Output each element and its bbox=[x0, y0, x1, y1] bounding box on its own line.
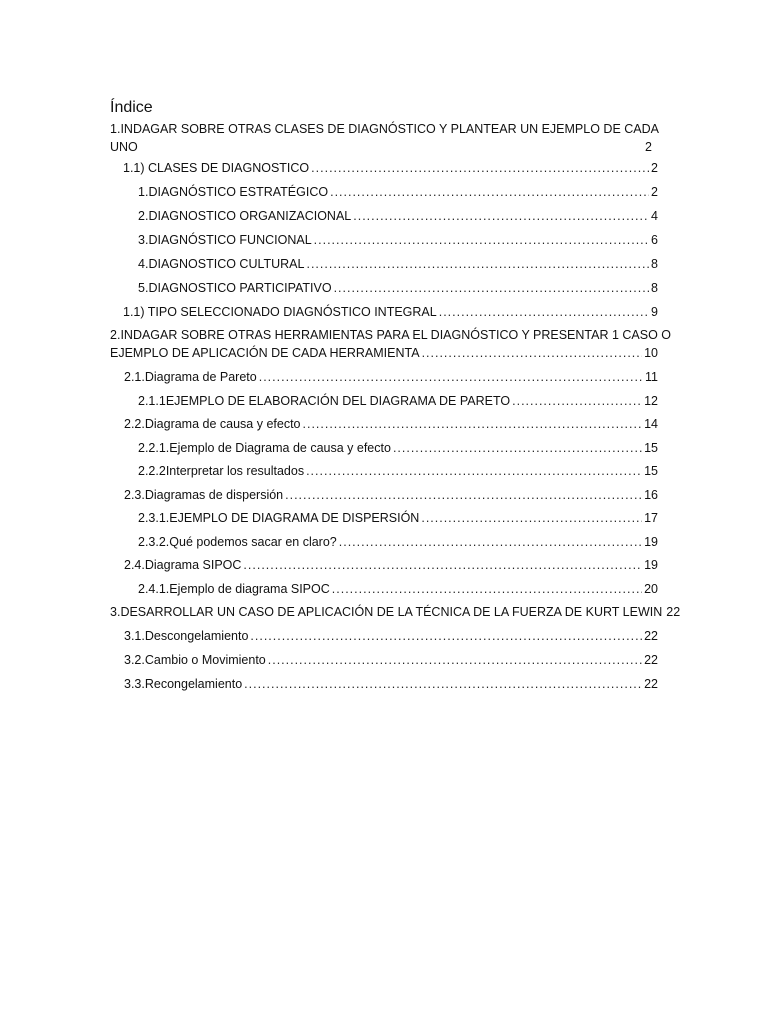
toc-entry-number: 1. bbox=[110, 122, 121, 136]
toc-entry-text-continued: EJEMPLO DE APLICACIÓN DE CADA HERRAMIENTA bbox=[110, 346, 420, 360]
toc-entry-3-3[interactable] bbox=[124, 676, 658, 693]
toc-entry-number: 2.2.2 bbox=[138, 464, 166, 478]
toc-entry-text: Cambio o Movimiento bbox=[144, 653, 266, 667]
toc-entry-page: 8 bbox=[651, 281, 658, 295]
toc-entry-number: 2.3.1. bbox=[138, 511, 170, 525]
toc-entry-number: 3.3. bbox=[124, 677, 145, 691]
toc-entry-page: 15 bbox=[644, 464, 658, 478]
toc-entry-page: 22 bbox=[644, 629, 658, 643]
toc-entry-number: 4. bbox=[138, 257, 149, 271]
toc-entry-2-4[interactable] bbox=[124, 557, 658, 574]
toc-leader-dots bbox=[332, 581, 642, 598]
toc-entry-text: DIAGNOSTICO CULTURAL bbox=[148, 257, 305, 271]
toc-entry-page: 8 bbox=[651, 257, 658, 271]
toc-leader-dots bbox=[244, 676, 642, 693]
toc-entry-text: Interpretar los resultados bbox=[165, 464, 305, 478]
toc-entry-page: 20 bbox=[644, 582, 658, 596]
toc-entry-number: 2.2. bbox=[124, 417, 145, 431]
toc-entry-text: DIAGNOSTICO ORGANIZACIONAL bbox=[148, 209, 352, 223]
toc-entry-number: 3.2. bbox=[124, 653, 145, 667]
toc-entry-page: 19 bbox=[644, 558, 658, 572]
toc-entry-page: 16 bbox=[644, 488, 658, 502]
toc-entry-page: 2 bbox=[651, 161, 658, 175]
toc-leader-dots bbox=[243, 557, 642, 574]
toc-entry-page: 19 bbox=[644, 535, 658, 549]
toc-entry-text: EJEMPLO DE DIAGRAMA DE DISPERSIÓN bbox=[169, 511, 420, 525]
toc-entry-text: DESARROLLAR UN CASO DE APLICACIÓN DE LA TÉCNICA DE LA FUERZA DE KURT LEWIN bbox=[120, 605, 663, 619]
toc-leader-dots bbox=[393, 440, 642, 457]
toc-leader-dots bbox=[439, 304, 649, 321]
toc-entry-number: 2.4. bbox=[124, 558, 145, 572]
toc-leader-dots bbox=[250, 628, 642, 645]
toc-leader-dots bbox=[268, 652, 642, 669]
toc-entry-3-1[interactable] bbox=[124, 628, 658, 645]
toc-entry-text-continued: UNO bbox=[110, 140, 138, 154]
toc-entry-page: 22 bbox=[644, 677, 658, 691]
toc-entry-text: Qué podemos sacar en claro? bbox=[169, 535, 337, 549]
toc-entry-number: 3. bbox=[110, 605, 121, 619]
toc-entry-page: 4 bbox=[651, 209, 658, 223]
toc-entry-text: INDAGAR SOBRE OTRAS HERRAMIENTAS PARA EL DIAGNÓSTICO Y PRESENTAR 1 CASO O bbox=[120, 328, 672, 342]
toc-entry-text: Recongelamiento bbox=[144, 677, 243, 691]
toc-entry-2-1-1[interactable] bbox=[138, 393, 658, 410]
toc-entry-page: 2 bbox=[645, 140, 652, 154]
toc-entry-number: 3.1. bbox=[124, 629, 145, 643]
toc-leader-dots bbox=[334, 280, 649, 297]
toc-leader-dots bbox=[303, 416, 643, 433]
toc-leader-dots bbox=[512, 393, 642, 410]
toc-entry-text: DIAGNOSTICO PARTICIPATIVO bbox=[148, 281, 332, 295]
toc-entry-1-1[interactable] bbox=[123, 160, 658, 177]
toc-entry-3[interactable] bbox=[110, 604, 681, 621]
toc-entry-page: 10 bbox=[644, 346, 658, 360]
toc-entry-page: 15 bbox=[644, 441, 658, 455]
toc-leader-dots bbox=[330, 184, 649, 201]
toc-entry-text: DIAGNÓSTICO ESTRATÉGICO bbox=[148, 185, 329, 199]
toc-entry-page: 17 bbox=[644, 511, 658, 525]
toc-entry-text: 1.1) TIPO SELECCIONADO DIAGNÓSTICO INTEGRAL bbox=[123, 305, 437, 319]
toc-entry-number: 2.1. bbox=[124, 370, 145, 384]
toc-leader-dots bbox=[353, 208, 649, 225]
toc-entry-1[interactable] bbox=[110, 120, 658, 156]
toc-entry-number: 2. bbox=[138, 209, 149, 223]
toc-entry-number: 3. bbox=[138, 233, 149, 247]
toc-leader-dots bbox=[306, 256, 649, 273]
toc-entry-page: 11 bbox=[645, 370, 658, 384]
toc-entry-number: 1. bbox=[138, 185, 149, 199]
toc-entry-1-1-integral[interactable] bbox=[123, 304, 658, 321]
toc-leader-dots bbox=[421, 510, 642, 527]
toc-entry-page: 12 bbox=[644, 394, 658, 408]
toc-leader-dots bbox=[314, 232, 649, 249]
toc-entry-number: 2.1.1 bbox=[138, 394, 166, 408]
toc-entry-text: Diagramas de dispersión bbox=[144, 488, 284, 502]
toc-entry-2-2-1[interactable] bbox=[138, 440, 658, 457]
toc-entry-1-1-5[interactable] bbox=[138, 280, 658, 297]
toc-entry-2-3[interactable] bbox=[124, 487, 658, 504]
toc-entry-text: INDAGAR SOBRE OTRAS CLASES DE DIAGNÓSTICO Y PLANTEAR UN EJEMPLO DE CADA bbox=[120, 122, 659, 136]
toc-entry-text: Diagrama SIPOC bbox=[144, 558, 242, 572]
toc-entry-text: Diagrama de causa y efecto bbox=[144, 417, 301, 431]
toc-leader-dots bbox=[285, 487, 642, 504]
toc-entry-2-1[interactable] bbox=[124, 369, 658, 386]
toc-entry-page: 22 bbox=[644, 653, 658, 667]
toc-entry-text: EJEMPLO DE ELABORACIÓN DEL DIAGRAMA DE PARETO bbox=[165, 394, 511, 408]
toc-leader-dots bbox=[311, 160, 649, 177]
toc-leader-dots bbox=[306, 463, 642, 480]
toc-entry-page: 14 bbox=[644, 417, 658, 431]
toc-entry-text: DIAGNÓSTICO FUNCIONAL bbox=[148, 233, 312, 247]
toc-entry-text: Diagrama de Pareto bbox=[144, 370, 257, 384]
toc-entry-number: 5. bbox=[138, 281, 149, 295]
toc-entry-1-1-3[interactable] bbox=[138, 232, 658, 249]
toc-entry-text: Ejemplo de diagrama SIPOC bbox=[169, 582, 330, 596]
toc-entry-2-2-2[interactable] bbox=[138, 463, 658, 480]
toc-entry-2-3-1[interactable] bbox=[138, 510, 658, 527]
toc-entry-number: 2.4.1. bbox=[138, 582, 170, 596]
toc-leader-dots bbox=[422, 344, 643, 362]
toc-entry-text: Descongelamiento bbox=[144, 629, 249, 643]
toc-entry-page: 6 bbox=[651, 233, 658, 247]
toc-entry-page: 2 bbox=[651, 185, 658, 199]
toc-entry-page: 22 bbox=[666, 605, 681, 619]
toc-entry-page: 9 bbox=[651, 305, 658, 319]
toc-entry-2-4-1[interactable] bbox=[138, 581, 658, 598]
toc-leader-dots bbox=[339, 534, 642, 551]
toc-entry-text: Ejemplo de Diagrama de causa y efecto bbox=[169, 441, 391, 455]
toc-entry-1-1-1[interactable] bbox=[138, 184, 658, 201]
toc-title: Índice bbox=[110, 99, 153, 116]
toc-entry-3-2[interactable] bbox=[124, 652, 658, 669]
toc-entry-number: 2. bbox=[110, 328, 121, 342]
toc-entry-1-1-4[interactable] bbox=[138, 256, 658, 273]
toc-entry-2[interactable] bbox=[110, 326, 672, 362]
toc-entry-2-2[interactable] bbox=[124, 416, 658, 433]
toc-entry-1-1-2[interactable] bbox=[138, 208, 658, 225]
toc-entry-number: 2.3. bbox=[124, 488, 145, 502]
toc-entry-2-3-2[interactable] bbox=[138, 534, 658, 551]
toc-entry-number: 2.3.2. bbox=[138, 535, 170, 549]
toc-entry-number: 2.2.1. bbox=[138, 441, 170, 455]
toc-leader-dots bbox=[259, 369, 643, 386]
toc-entry-text: 1.1) CLASES DE DIAGNOSTICO bbox=[123, 161, 310, 175]
